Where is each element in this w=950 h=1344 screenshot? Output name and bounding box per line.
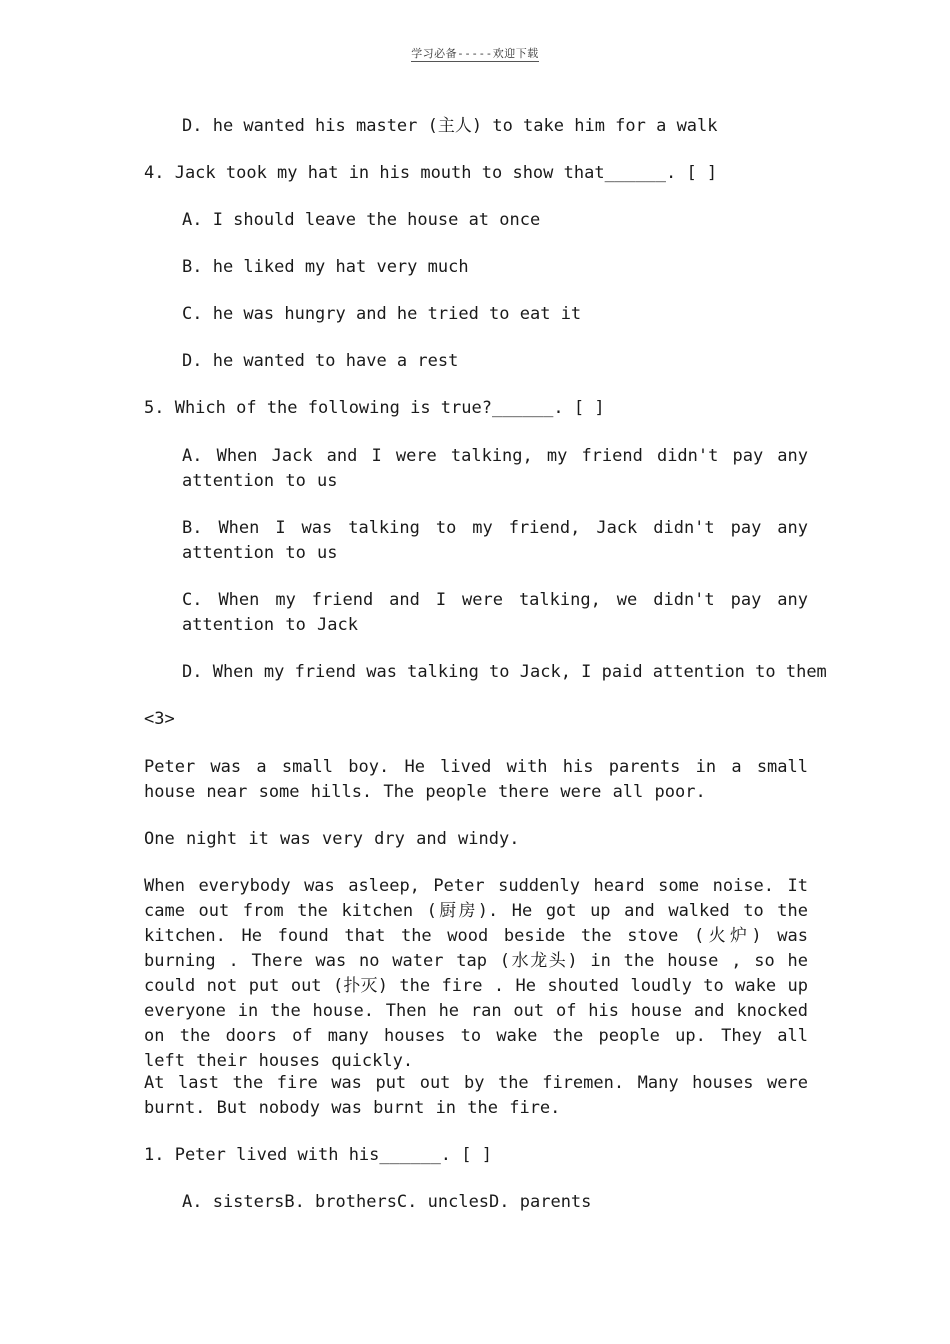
q4-option-d: D. he wanted to have a rest (182, 351, 459, 371)
q5-option-a-text: A. When Jack and I were talking, my friend didn't pay any attention to us (182, 446, 808, 491)
q5-option-c-text: C. When my friend and I were talking, we didn't pay any attention to Jack (182, 590, 808, 635)
q5-option-c (144, 588, 808, 638)
passage-paragraph-3: When everybody was asleep, Peter suddenly heard some noise. It came out from the kitchen (厨房). He got up and walked to the kitchen. He found that the wood beside the stove (火炉) was burning . There was no water tap (水龙头) in the house , so he could not put out (扑灭) the fire . He shouted loudly to wake up everyone in the house. Then he ran out of his house and knocked on the doors of many houses to wake the people up. They all left their houses quickly. (144, 876, 808, 1071)
page-header (0, 45, 950, 61)
q5-option-a (144, 444, 808, 494)
q5-stem: 5. Which of the following is true?______. [ ] (144, 398, 605, 418)
header-text: 学习必备-----欢迎下载 (411, 47, 539, 60)
passage-paragraph-1: Peter was a small boy. He lived with his parents in a small house near some hills. The people there were all poor. (144, 757, 808, 802)
s3-q1-stem: 1. Peter lived with his______. [ ] (144, 1145, 492, 1165)
q5-option-b-text: B. When I was talking to my friend, Jack didn't pay any attention to us (182, 518, 808, 563)
q5-option-d: D. When my friend was talking to Jack, I paid attention to them (182, 662, 827, 682)
q5-option-b (144, 516, 808, 566)
section-number: <3> (144, 709, 175, 729)
q4-option-c: C. he was hungry and he tried to eat it (182, 304, 582, 324)
q3-option-d: D. he wanted his master (主人) to take him for a walk (182, 116, 718, 136)
passage-paragraph-2: One night it was very dry and windy. (144, 829, 520, 849)
s3-q1-options: A. sistersB. brothersC. unclesD. parents (182, 1192, 592, 1212)
q4-option-b: B. he liked my hat very much (182, 257, 469, 277)
q4-option-a: A. I should leave the house at once (182, 210, 541, 230)
q4-stem: 4. Jack took my hat in his mouth to show that______. [ ] (144, 163, 718, 183)
passage-paragraph-4: At last the fire was put out by the firemen. Many houses were burnt. But nobody was burnt in the fire. (144, 1073, 808, 1118)
